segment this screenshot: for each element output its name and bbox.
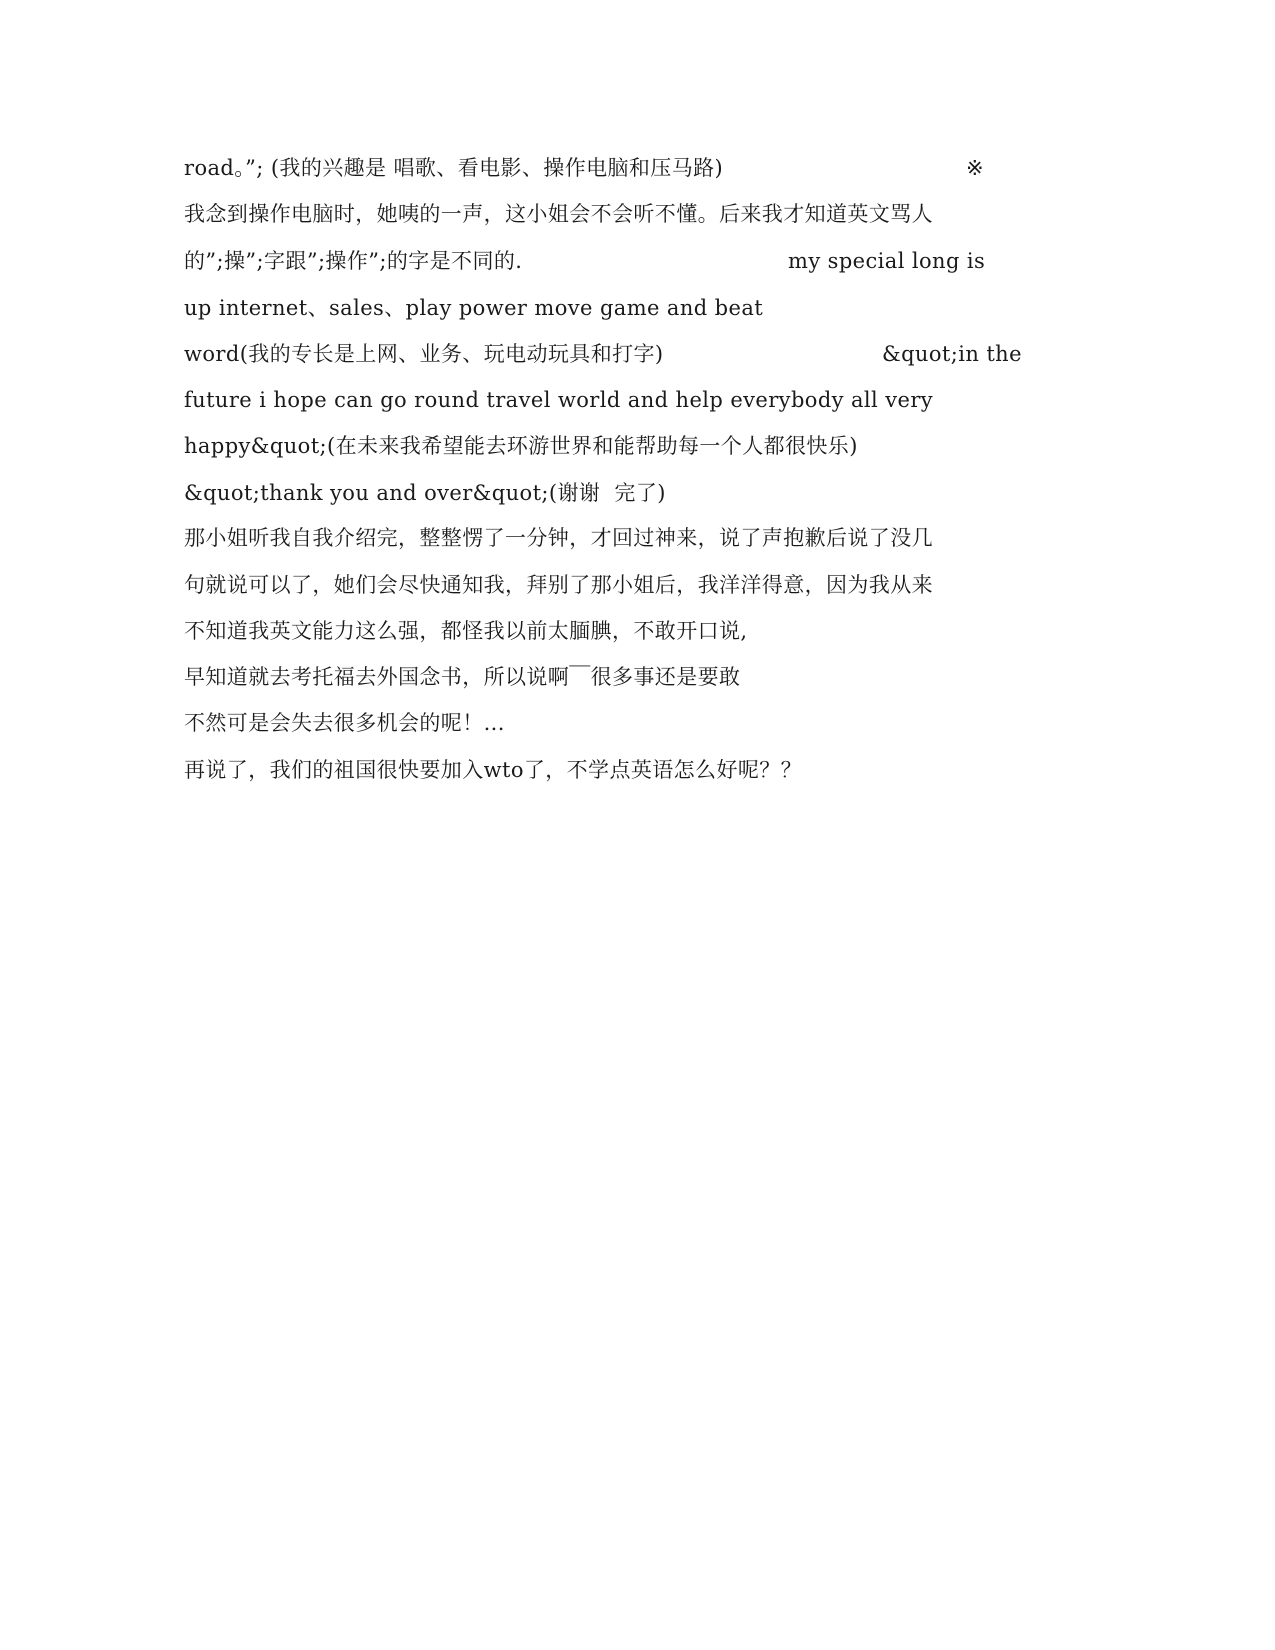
- reference-mark: ※: [966, 156, 984, 180]
- text-line-14: 再说了，我们的祖国很快要加入wto了，不学点英语怎么好呢？？: [184, 758, 803, 782]
- text-line-5-tail: &quot;in the: [882, 342, 1022, 366]
- text-line-3: 的”;操”;字跟”;操作”;的字是不同的.: [184, 249, 523, 273]
- text-line-1: road。”; (我的兴趣是 唱歌、看电影、操作电脑和压马路): [184, 156, 724, 180]
- text-line-5: word(我的专长是上网、业务、玩电动玩具和打字): [184, 342, 664, 366]
- text-line-12: 早知道就去考托福去外国念书，所以说啊￣很多事还是要敢: [184, 665, 741, 689]
- text-line-6: future i hope can go round travel world and help everybody all very: [184, 388, 934, 412]
- text-line-7: happy&quot;(在未来我希望能去环游世界和能帮助每一个人都很快乐): [184, 434, 858, 458]
- text-line-10: 句就说可以了，她们会尽快通知我，拜别了那小姐后，我洋洋得意，因为我从来: [184, 573, 933, 597]
- text-line-2: 我念到操作电脑时，她咦的一声，这小姐会不会听不懂。后来我才知道英文骂人: [184, 202, 933, 226]
- text-line-8: &quot;thank you and over&quot;(谢谢 完了): [184, 481, 666, 505]
- text-line-9: 那小姐听我自我介绍完，整整愣了一分钟，才回过神来，说了声抱歉后说了没几: [184, 526, 933, 550]
- text-line-4: up internet、sales、play power move game and beat: [184, 296, 764, 320]
- text-line-13: 不然可是会失去很多机会的呢！...: [184, 711, 505, 735]
- text-line-11: 不知道我英文能力这么强，都怪我以前太腼腆，不敢开口说,: [184, 619, 748, 643]
- text-line-3-tail: my special long is: [788, 249, 986, 273]
